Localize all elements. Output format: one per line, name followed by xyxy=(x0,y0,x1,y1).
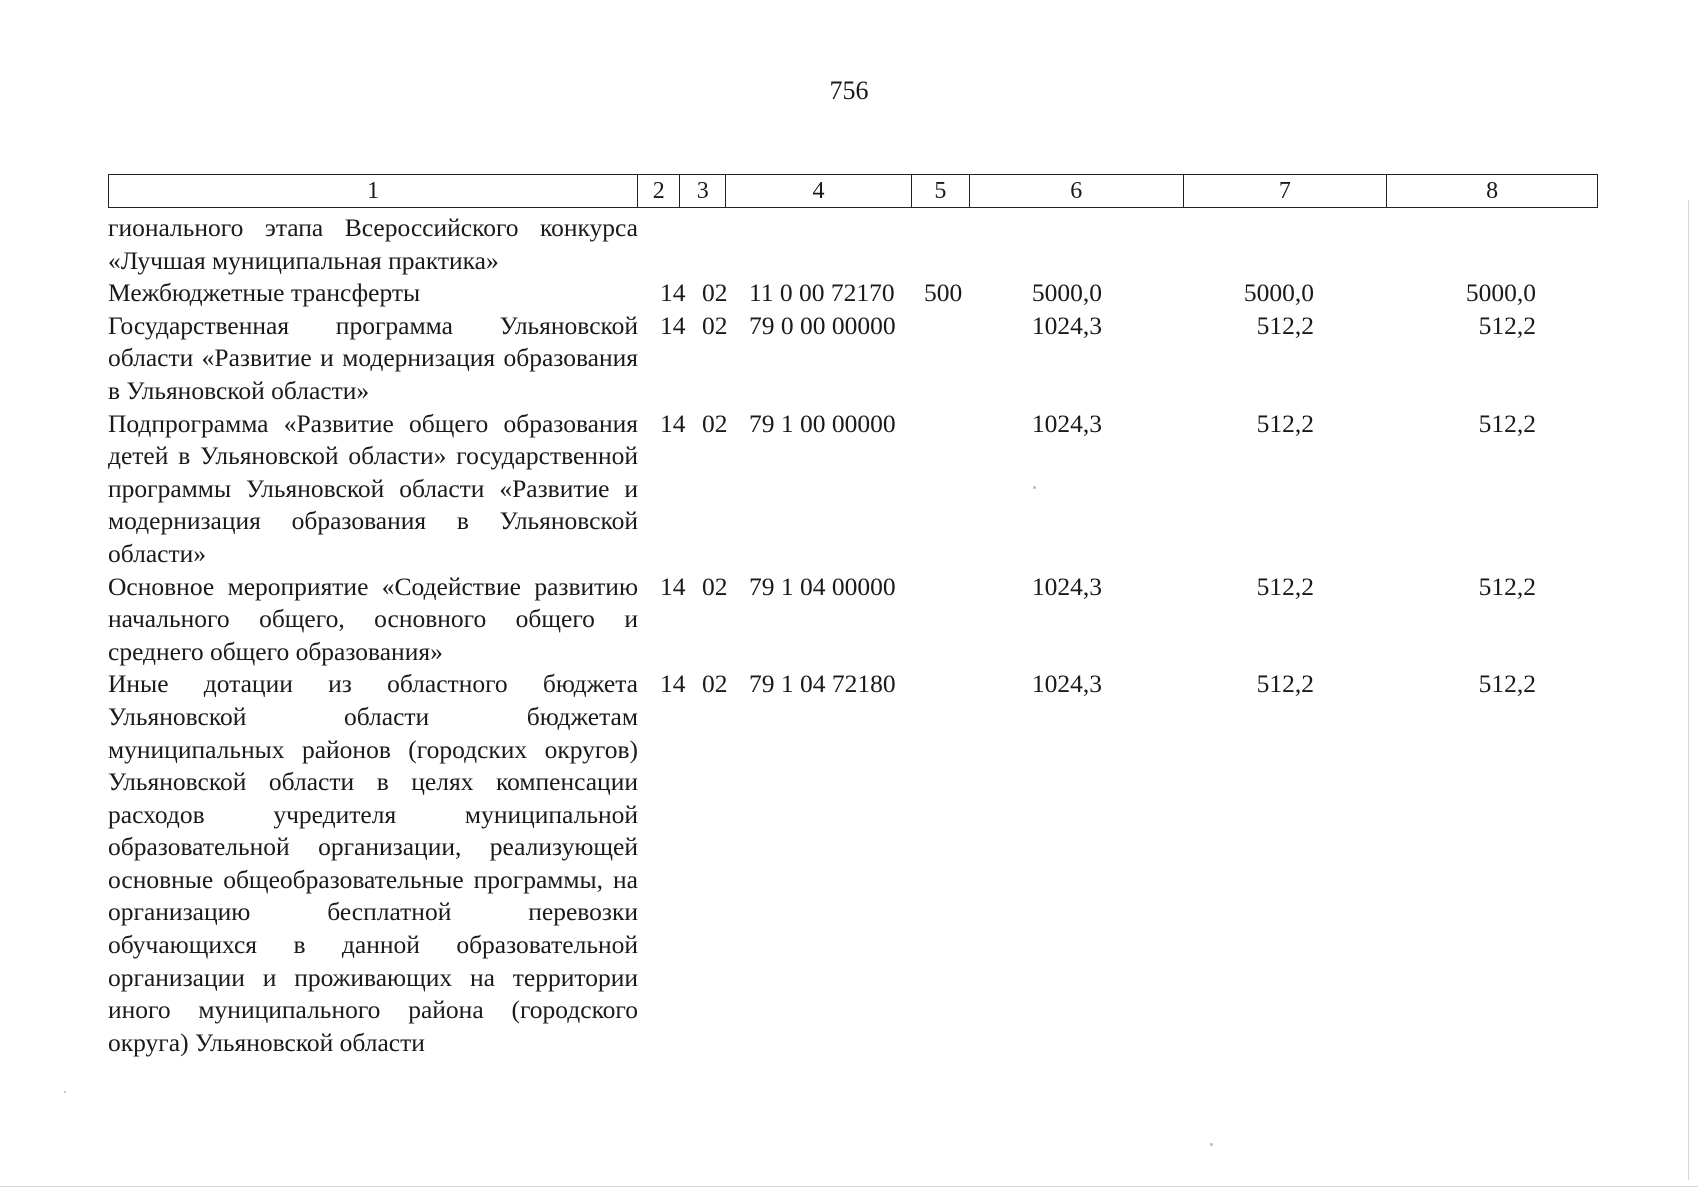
cell-amount-6: 1024,3 xyxy=(1031,310,1102,340)
table-row xyxy=(108,212,1598,277)
cell-target-code: 79 1 00 00000 xyxy=(749,408,896,438)
table-header xyxy=(108,174,1598,208)
column-header-1: 1 xyxy=(109,175,638,207)
cell-amount-8: 512,2 xyxy=(1478,310,1536,340)
cell-amount-6: 1024,3 xyxy=(1031,669,1102,699)
row-name: Основное мероприятие «Содействие развитию начального общего, основного общего и среднего общего образования» xyxy=(108,571,638,666)
cell-amount-8: 5000,0 xyxy=(1465,278,1536,308)
table-body xyxy=(108,212,1598,1059)
cell-target-code: 79 1 04 72180 xyxy=(749,669,896,699)
cell-subsection: 02 xyxy=(702,669,728,699)
table-row xyxy=(108,571,1598,669)
cell-amount-6: 1024,3 xyxy=(1031,408,1102,438)
cell-section: 14 xyxy=(660,571,686,601)
row-name: Подпрограмма «Развитие общего образования детей в Ульяновской области» государственной программы Ульяновской области «Развитие и модернизация образования в Ульяновской области» xyxy=(108,408,638,568)
row-name: Государственная программа Ульяновской области «Развитие и модернизация образования в Ульяновской области» xyxy=(108,310,638,405)
table-row xyxy=(108,310,1598,408)
cell-section: 14 xyxy=(660,278,686,308)
cell-target-code: 79 1 04 00000 xyxy=(749,571,896,601)
row-name: гионального этапа Всероссийского конкурса «Лучшая муниципальная практика» xyxy=(108,213,638,275)
row-name: Межбюджетные трансферты xyxy=(108,278,421,308)
cell-section: 14 xyxy=(660,669,686,699)
scan-edge-right xyxy=(1688,200,1689,1180)
column-header-6: 6 xyxy=(970,175,1184,207)
cell-amount-6: 1024,3 xyxy=(1031,571,1102,601)
cell-amount-8: 512,2 xyxy=(1478,571,1536,601)
column-header-4: 4 xyxy=(726,175,912,207)
table-row xyxy=(108,408,1598,571)
cell-expense-type: 500 xyxy=(924,278,963,308)
table-row xyxy=(108,277,1598,310)
cell-section: 14 xyxy=(660,408,686,438)
cell-amount-8: 512,2 xyxy=(1478,669,1536,699)
page-number: 756 xyxy=(829,76,869,105)
cell-amount-7: 5000,0 xyxy=(1243,278,1314,308)
scan-speck xyxy=(64,1091,66,1093)
cell-subsection: 02 xyxy=(702,571,728,601)
cell-section: 14 xyxy=(660,310,686,340)
cell-amount-6: 5000,0 xyxy=(1031,278,1102,308)
column-header-8: 8 xyxy=(1486,177,1499,204)
cell-amount-7: 512,2 xyxy=(1256,408,1314,438)
cell-target-code: 79 0 00 00000 xyxy=(749,310,896,340)
scan-edge-bottom xyxy=(0,1186,1698,1187)
scan-speck xyxy=(1210,1143,1213,1146)
column-header-5: 5 xyxy=(912,175,970,207)
cell-amount-7: 512,2 xyxy=(1256,571,1314,601)
cell-subsection: 02 xyxy=(702,408,728,438)
column-header-7: 7 xyxy=(1184,175,1388,207)
row-name: Иные дотации из областного бюджета Ульяновской области бюджетам муниципальных районов (городских округов) Ульяновской области в целях компенсации расходов учредителя муниципальной образовательной организации, реализующей основные общеобразовательные программы, на организацию бесплатной перевозки обучающихся в данной образовательной организации и проживающих на территории иного муниципального района (городского округа) Ульяновской области xyxy=(108,669,638,1057)
column-header-2: 2 xyxy=(638,175,680,207)
column-header-3: 3 xyxy=(680,175,726,207)
cell-amount-7: 512,2 xyxy=(1256,310,1314,340)
cell-subsection: 02 xyxy=(702,310,728,340)
cell-target-code: 11 0 00 72170 xyxy=(749,278,895,308)
cell-amount-8: 512,2 xyxy=(1478,408,1536,438)
cell-subsection: 02 xyxy=(702,278,728,308)
table-row xyxy=(108,668,1598,1059)
scan-speck xyxy=(1033,486,1036,489)
cell-amount-7: 512,2 xyxy=(1256,669,1314,699)
